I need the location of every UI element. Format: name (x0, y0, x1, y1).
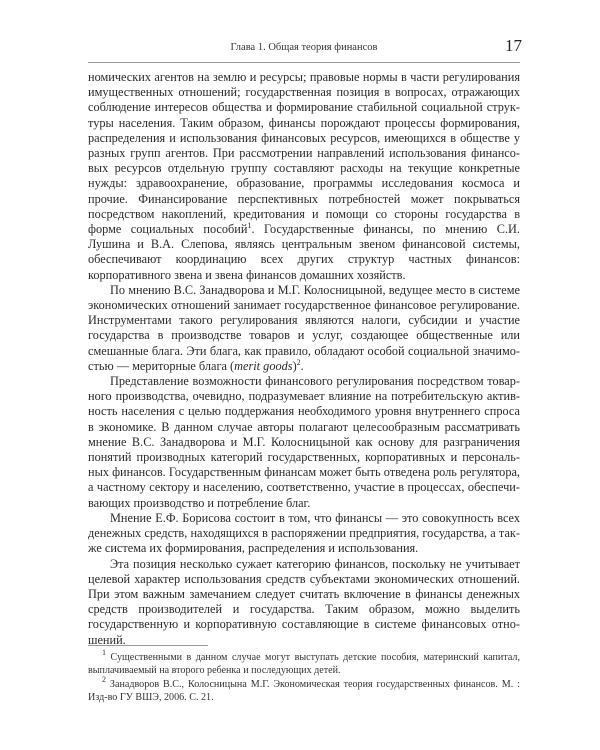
paragraph-3: Представление возможности финансового регулирования посредством товарного производства, очевидно, подразумевает влияние на потребительскую активность населения с целью поддержания необходимого уровня внутреннего спроса в экономике. В данном случае авторы полагают целесообразным рассматривать мнение В.С. Занадворова и М.Г. Колосницыной как основу для разграничения понятий производных категорий государственных, корпоративных и персональных финансов. Государственным финансам может быть отведена роль регулятора, а частному сектору и населению, соответственно, участие в процессах, обеспечивающих производство и потребление благ. (88, 374, 520, 510)
footnote-1 (88, 648, 520, 677)
running-title: Глава 1. Общая теория финансов (230, 42, 378, 53)
paragraph-2-text-end: . (300, 358, 304, 373)
footnote-ref-2[interactable]: 2 (296, 357, 301, 367)
paragraph-2-text: По мнению В.С. Занадворова и М.Г. Колосницыной, ведущее место в системе экономических отношений занимает государственное финансовое регулирование. Инструментами такого регулирования являются налоги, субсидии и участие государства в производстве товаров и услуг, создающее общественные или смешанные блага. Эти блага, как правило, обладают особой социальной значимостью — мериторные блага ( (88, 282, 520, 373)
paragraph-1-text-end: . Государственные финансы, по мнению С.И. Лушина и В.А. Слепова, являясь центральным звеном финансовой системы, обеспечивают координацию всех других структур частных финансов: корпоративного звена и звена финансов домашних хозяйств. (88, 222, 520, 282)
header-divider (88, 62, 520, 63)
footnote-1-mark: 1 (102, 648, 106, 657)
paragraph-2-paren: ) (292, 358, 297, 373)
paragraph-4: Мнение Е.Ф. Борисова состоит в том, что финансы — это совокупность всех денежных средств, находящихся в распоряжении предприятия, государства, а также система их формирования, распределения и использования. (88, 510, 520, 556)
paragraph-1 (88, 70, 520, 283)
footnote-2 (88, 675, 520, 704)
footnotes (88, 648, 520, 706)
footnote-1-text: Существенными в данном случае могут выступать детские пособия, материнский капитал, выплачиваемый на второго ребенка и последующих детей. (88, 652, 520, 676)
footnote-2-text: Занадворов В.С., Колосницына М.Г. Экономическая теория государственных финансов. М. : Изд-во ГУ ВШЭ, 2006. С. 21. (88, 679, 520, 703)
footnote-2-mark: 2 (102, 675, 106, 685)
footnote-ref-1[interactable]: 1 (247, 221, 252, 231)
page-number: 17 (505, 36, 522, 55)
footnote-divider (88, 645, 208, 646)
body-text (88, 70, 520, 648)
paragraph-1-text: номических агентов на землю и ресурсы; правовые нормы в части регулирования имущественных отношений; государственная позиция в вопросах, отражающих соблюдение интересов общества и формирование стабильной социальной структуры населения. Таким образом, финансы порождают процессы формирования, распределения и использования финансовых ресурсов, имеющихся в обществе у разных групп агентов. При рассмотрении направлений использования финансовых ресурсов отдельную группу составляют расходы на текущие конкретные нужды: здравоохранение, образование, программы исследования космоса и прочие. Финансирование перспективных потребностей может покрываться посредством накоплений, кредитования и помощи со стороны государства в форме социальных пособий (88, 70, 520, 237)
paragraph-2-italic: merit goods (234, 358, 293, 373)
paragraph-5: Эта позиция несколько сужает категорию финансов, поскольку не учитывает целевой характер использования средств субъектами экономических отношений. При этом важным замечанием следует считать включение в финансы денежных средств производителей и государства. Таким образом, можно выделить государственную и корпоративную составляющие в системе финансовых отношений. (88, 556, 520, 647)
paragraph-2 (88, 283, 520, 374)
